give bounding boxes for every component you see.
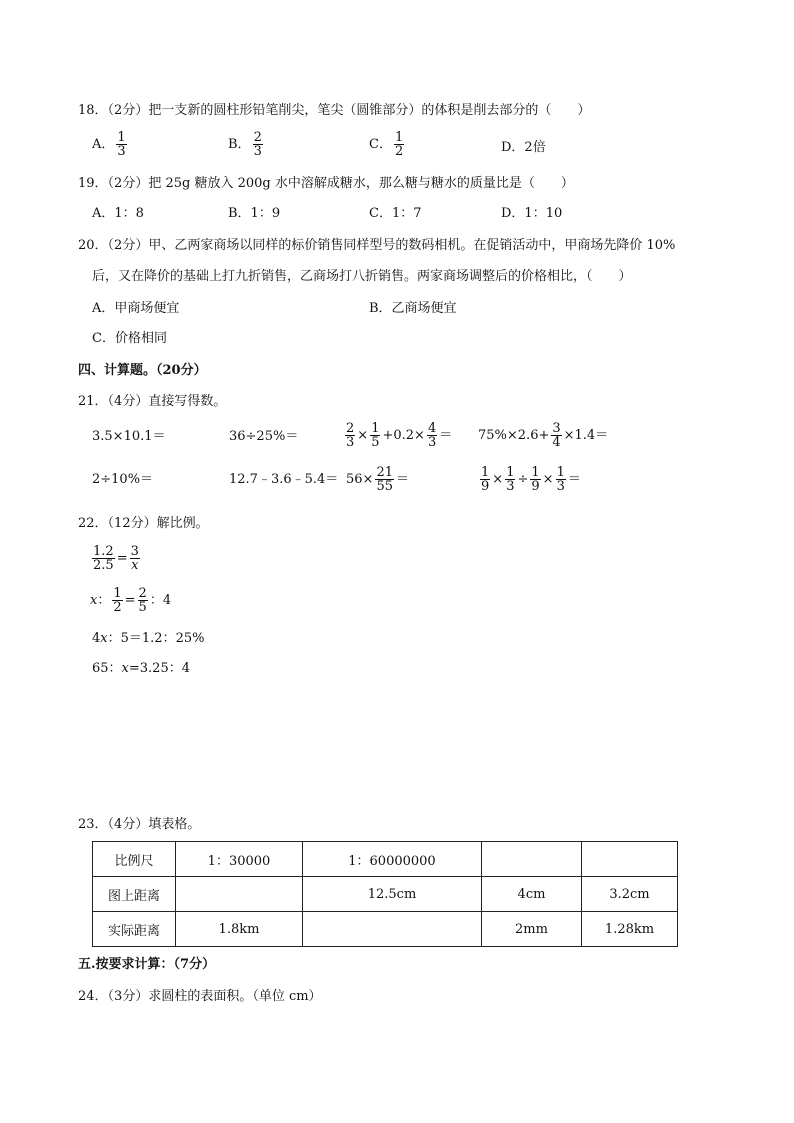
question-23-stem: 23．（4分）填表格。 [78,817,201,832]
section-4-heading: 四、计算题。（20分） [78,363,207,378]
table-cell[interactable] [176,877,303,912]
question-20-stem-line2: 后，又在降价的基础上打九折销售，乙商场打八折销售。两家商场调整后的价格相比，（ ） [92,269,632,284]
table-cell: 1：60000000 [303,842,482,877]
fraction: $\frac{1}{3}$ [556,465,565,494]
question-19-option-b[interactable]: B．1：9 [228,206,281,221]
table-cell[interactable] [303,912,482,947]
table-row [93,842,678,877]
option-letter: A． [92,137,115,152]
table-cell: 实际距离 [93,912,176,947]
table-cell: 图上距离 [93,877,176,912]
fraction: $\frac{3}{x}$ [130,544,139,573]
fraction: $\frac{1}{9}$ [481,465,490,494]
question-18-option-c[interactable] [369,131,406,158]
question-20-option-a[interactable]: A．甲商场便宜 [92,301,180,316]
fraction: $\frac{2}{3}$ [253,130,262,159]
table-cell: 12.5cm [303,877,482,912]
question-20-option-b[interactable]: B．乙商场便宜 [369,301,457,316]
question-18-option-a[interactable] [92,131,129,158]
question-22-stem: 22．（12分）解比例。 [78,516,209,531]
expression-6: 12.7﹣3.6﹣5.4＝ [229,472,339,487]
expression-7: 56× $\frac{21}{55}$ ＝ [346,465,409,494]
fraction: $\frac{1}{5}$ [371,421,380,450]
fraction: $\frac{3}{4}$ [552,421,561,450]
fraction: $\frac{1.2}{2.5}$ [93,544,114,573]
expression-5: 2÷10%＝ [92,472,154,487]
fraction: $\frac{2}{5}$ [138,586,147,615]
proportion-4: 65：x=3.25：4 [92,661,190,676]
table-row [93,912,678,947]
expression-8: $\frac{1}{9}$ × $\frac{1}{3}$ ÷ $\frac{1}{9}$ × $\frac{1}{3}$ ＝ [481,465,581,494]
question-19-option-c[interactable]: C．1：7 [369,206,422,221]
fraction: $\frac{4}{3}$ [427,421,437,450]
table-cell: 1：30000 [176,842,303,877]
question-20-stem-line1: 20．（2分）甲、乙两家商场以同样的标价销售同样型号的数码相机。在促销活动中，甲商场先降价 10% [78,238,676,253]
fraction: $\frac{1}{3}$ [117,130,126,159]
table-cell[interactable] [482,842,582,877]
question-24-stem: 24．（3分）求圆柱的表面积。（单位 cm） [78,989,322,1004]
fraction: $\frac{21}{55}$ [376,465,393,494]
fraction: $\frac{1}{3}$ [506,465,515,494]
question-20-option-c[interactable]: C．价格相同 [92,331,167,346]
table-row [93,877,678,912]
fraction: $\frac{1}{9}$ [531,465,540,494]
table-cell: 比例尺 [93,842,176,877]
fraction: $\frac{1}{2}$ [394,130,404,159]
table-cell[interactable] [582,842,678,877]
question-21-stem: 21．（4分）直接写得数。 [78,394,227,409]
table-cell: 1.8km [176,912,303,947]
option-letter: C． [369,137,392,152]
table-cell: 2mm [482,912,582,947]
question-18-option-b[interactable] [228,131,265,158]
proportion-1: $\frac{1.2}{2.5}$ = $\frac{3}{x}$ [93,544,139,573]
table-cell: 3.2cm [582,877,678,912]
expression-2: 36÷25%＝ [229,429,299,444]
fraction: $\frac{1}{2}$ [113,586,122,615]
question-19-stem: 19．（2分）把 25g 糖放入 200g 水中溶解成糖水，那么糖与糖水的质量比是（ ） [78,176,574,191]
option-letter: B． [228,137,251,152]
question-18-option-d[interactable]: D．2倍 [501,140,546,155]
question-18-stem: 18．（2分）把一支新的圆柱形铅笔削尖，笔尖（圆锥部分）的体积是削去部分的（ ） [78,103,591,118]
fraction: $\frac{2}{3}$ [346,421,355,450]
section-5-heading: 五.按要求计算：（7分） [78,957,216,972]
proportion-2: x： $\frac{1}{2}$ = $\frac{2}{5}$ ：4 [90,586,172,615]
scale-table [92,841,678,947]
expression-3: $\frac{2}{3}$ × $\frac{1}{5}$ +0.2× $\frac{4}{3}$ ＝ [346,421,453,450]
table-cell: 1.28km [582,912,678,947]
question-19-option-d[interactable]: D．1：10 [501,206,563,221]
expression-1: 3.5×10.1＝ [92,429,166,444]
question-19-option-a[interactable]: A．1：8 [92,206,144,221]
proportion-3: 4x：5＝1.2：25% [92,631,205,646]
expression-4: 75%×2.6+ $\frac{3}{4}$ ×1.4＝ [478,421,609,450]
table-cell: 4cm [482,877,582,912]
